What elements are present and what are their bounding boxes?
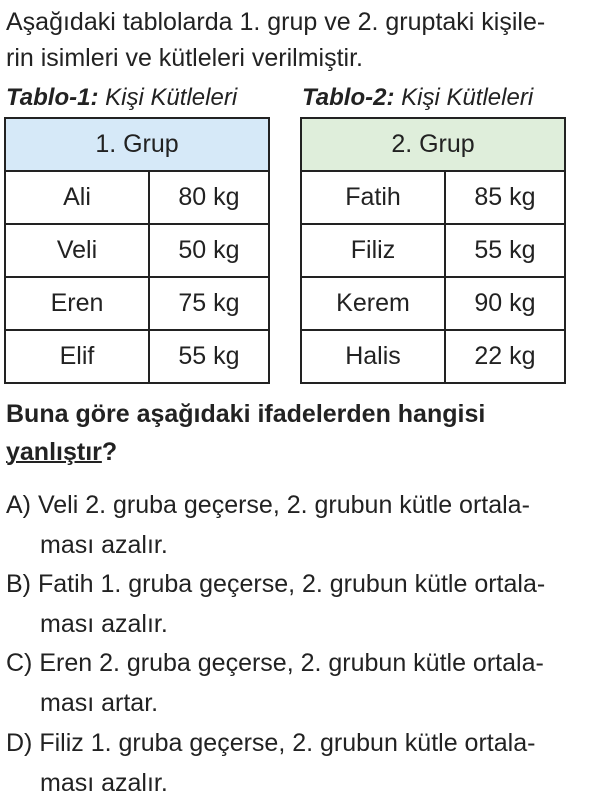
table2-header: 2. Grup xyxy=(301,118,565,171)
table2-caption xyxy=(302,82,533,114)
table-row xyxy=(5,330,269,383)
intro-line-2: rin isimleri ve kütleleri verilmiştir. xyxy=(6,44,363,72)
person-mass: 85 kg xyxy=(445,171,565,224)
table2-caption-name: Kişi Kütleleri xyxy=(401,84,534,111)
option-b-line-2: ması azalır. xyxy=(40,610,168,638)
option-d-line-2: ması azalır. xyxy=(40,769,168,797)
option-c-line-2: ması artar. xyxy=(40,689,159,717)
option-b[interactable] xyxy=(6,564,596,644)
table1-caption-name: Kişi Kütleleri xyxy=(105,84,238,111)
table1-header-row xyxy=(5,118,269,171)
person-mass: 90 kg xyxy=(445,277,565,330)
person-name: Elif xyxy=(5,330,149,383)
table1-caption-number: Tablo-1: xyxy=(6,84,99,111)
question-underlined-word: yanlıştır xyxy=(6,438,102,466)
person-name: Veli xyxy=(5,224,149,277)
person-mass: 55 kg xyxy=(445,224,565,277)
person-name: Halis xyxy=(301,330,445,383)
option-a-line-2: ması azalır. xyxy=(40,531,168,559)
question-line-1: Buna göre aşağıdaki ifadelerden hangisi xyxy=(6,400,486,428)
option-a-line-1: A) Veli 2. gruba geçerse, 2. grubun kütle ortala- xyxy=(6,491,530,519)
person-name: Filiz xyxy=(301,224,445,277)
question-line-2 xyxy=(6,433,485,471)
table-row xyxy=(301,171,565,224)
table-group-1 xyxy=(4,117,270,384)
person-mass: 75 kg xyxy=(149,277,269,330)
person-name: Ali xyxy=(5,171,149,224)
question-mark: ? xyxy=(101,438,118,466)
option-d-line-1: D) Filiz 1. gruba geçerse, 2. grubun kütle ortala- xyxy=(6,729,536,757)
person-mass: 22 kg xyxy=(445,330,565,383)
table-row xyxy=(5,171,269,224)
table1-header: 1. Grup xyxy=(5,118,269,171)
table-row xyxy=(5,277,269,330)
option-d[interactable] xyxy=(6,723,596,803)
table-row xyxy=(301,330,565,383)
intro-text xyxy=(6,4,594,76)
person-name: Kerem xyxy=(301,277,445,330)
person-name: Eren xyxy=(5,277,149,330)
table1-caption xyxy=(6,82,237,114)
option-c-line-1: C) Eren 2. gruba geçerse, 2. grubun kütle ortala- xyxy=(6,649,544,677)
option-b-line-1: B) Fatih 1. gruba geçerse, 2. grubun kütle ortala- xyxy=(6,570,546,598)
person-mass: 55 kg xyxy=(149,330,269,383)
intro-line-1: Aşağıdaki tablolarda 1. grup ve 2. gruptaki kişile- xyxy=(6,8,546,36)
table-row xyxy=(301,277,565,330)
table-group-2 xyxy=(300,117,566,384)
option-c[interactable] xyxy=(6,643,596,723)
table2-header-row xyxy=(301,118,565,171)
table2-caption-number: Tablo-2: xyxy=(302,84,395,111)
table-row xyxy=(301,224,565,277)
option-a[interactable] xyxy=(6,485,596,565)
person-mass: 50 kg xyxy=(149,224,269,277)
table-row xyxy=(5,224,269,277)
person-mass: 80 kg xyxy=(149,171,269,224)
question-text xyxy=(6,395,485,471)
person-name: Fatih xyxy=(301,171,445,224)
